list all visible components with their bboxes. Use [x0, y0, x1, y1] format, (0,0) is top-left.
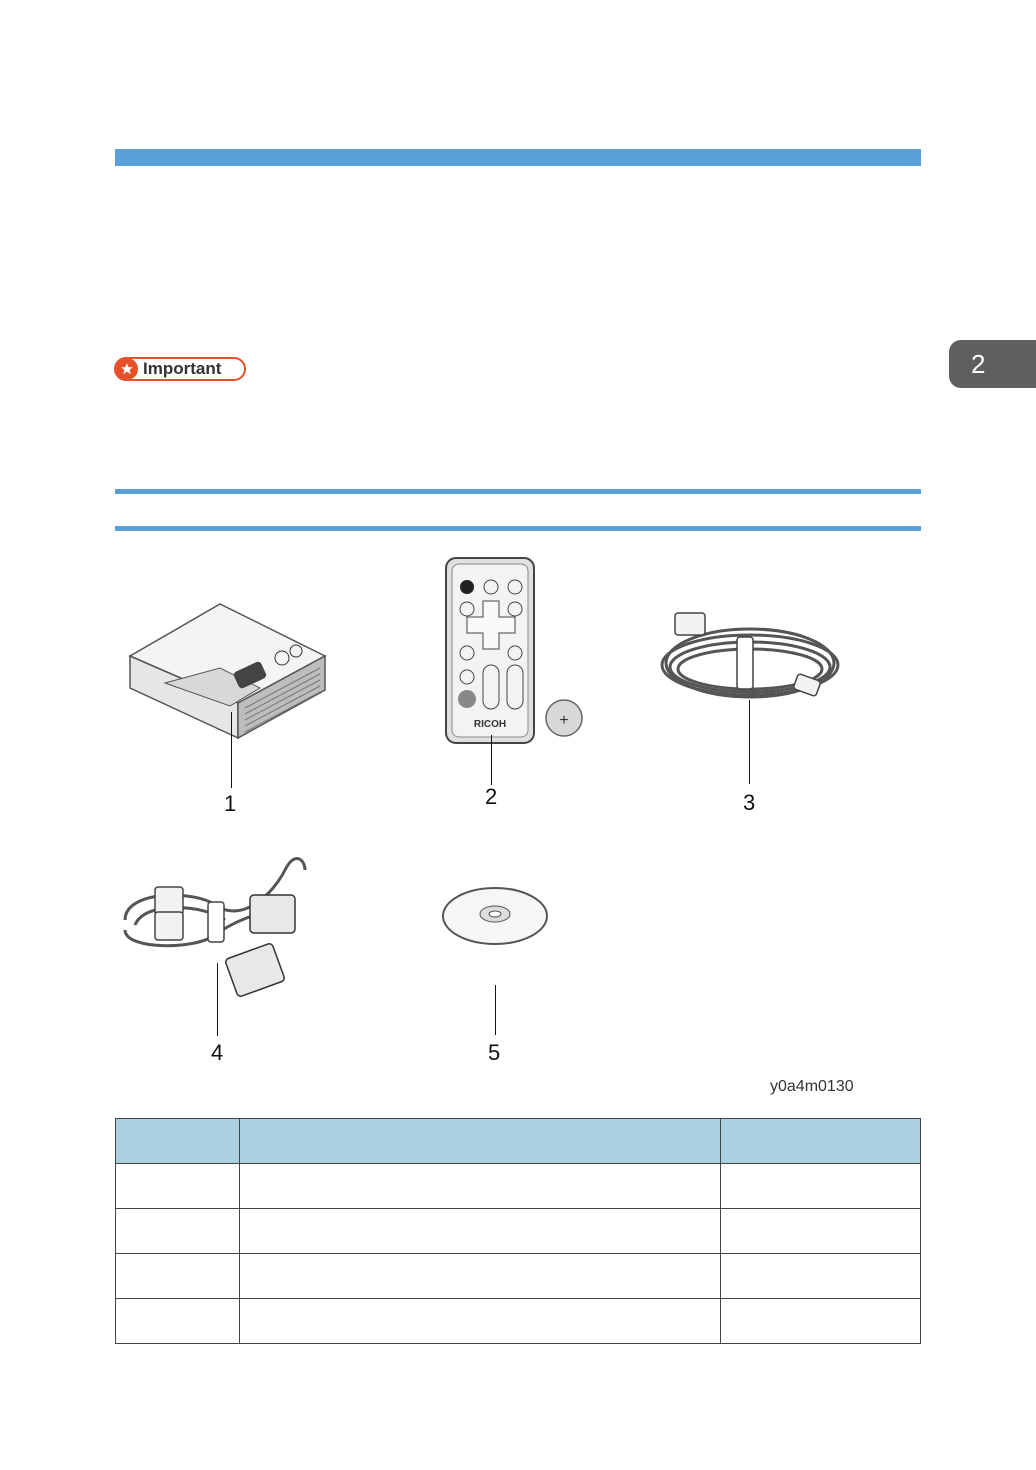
callout-line-5	[495, 985, 496, 1035]
table-header-row	[116, 1119, 921, 1164]
star-icon	[116, 358, 138, 380]
remote-brand: RICOH	[473, 719, 507, 730]
callout-3: 3	[743, 790, 756, 815]
remote-control-illustration	[443, 555, 588, 747]
figure-id: y0a4m0130	[770, 1078, 854, 1095]
table-row	[116, 1254, 921, 1299]
callout-4: 4	[211, 1040, 224, 1065]
callout-2: 2	[485, 784, 498, 809]
callout-line-1	[231, 712, 232, 788]
svg-text:+: +	[559, 712, 569, 729]
vga-cable-illustration	[115, 850, 315, 1005]
power-cord-illustration	[655, 605, 845, 715]
accessories-table	[115, 1118, 921, 1344]
table-row	[116, 1209, 921, 1254]
chapter-tab[interactable]	[949, 340, 1036, 388]
projector-illustration	[120, 598, 340, 758]
table-row	[116, 1299, 921, 1344]
important-badge	[114, 357, 246, 381]
important-label: Important	[143, 359, 222, 378]
section-rule-bottom	[115, 526, 921, 531]
chapter-header-bar	[115, 149, 921, 166]
table-row	[116, 1164, 921, 1209]
callout-line-3	[749, 700, 750, 784]
chapter-number: 2	[971, 348, 986, 379]
callout-line-2	[491, 735, 492, 785]
section-rule-top	[115, 489, 921, 494]
cd-rom-illustration	[440, 885, 550, 947]
callout-1: 1	[224, 791, 237, 816]
callout-line-4	[217, 963, 218, 1036]
callout-5: 5	[488, 1040, 501, 1065]
